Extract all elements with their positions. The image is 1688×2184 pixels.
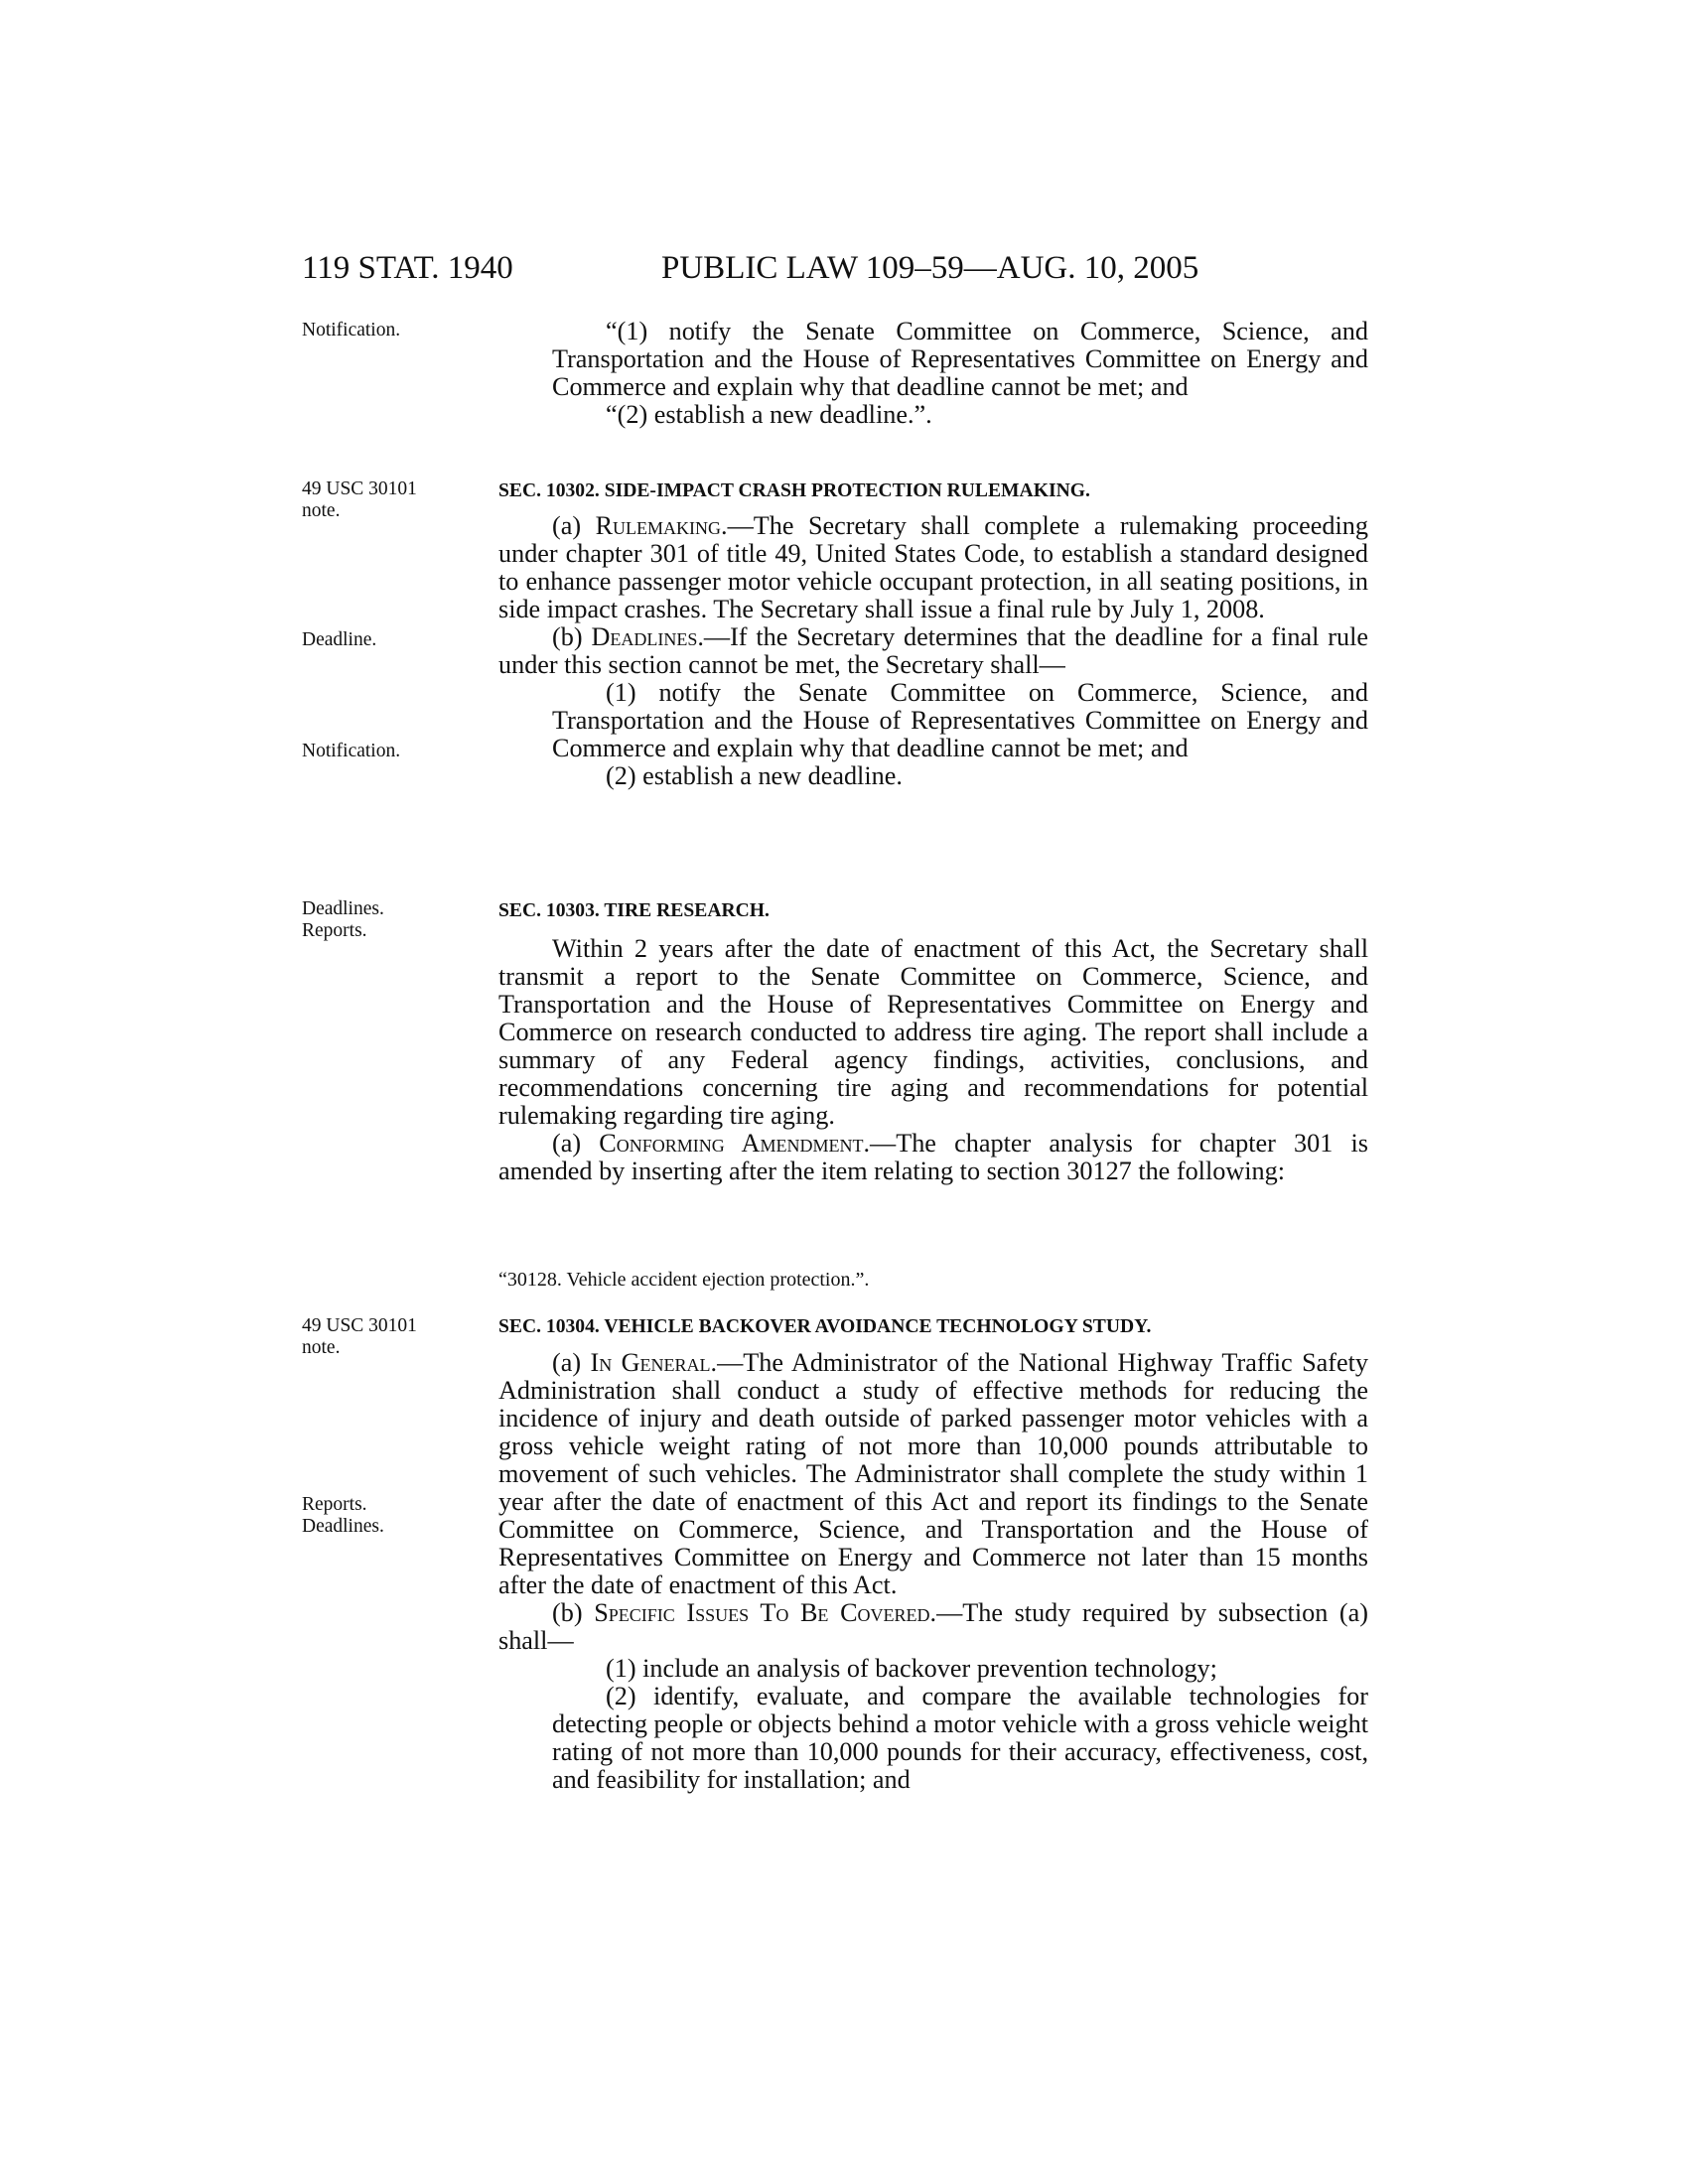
subsection-a-in-general: (a) In General.—The Administrator of the National Highway Traffic Safety Administration shall conduct a study of effective methods for reducing the incidence of injury and death outside of parked passenger motor vehicles with a gross vehicle weight rating of not more than 10,000 pounds attributable to movement of such vehicles. The Administrator shall complete the study within 1 year after the date of enactment of this Act and report its findings to the Senate Committee on Commerce, Science, and Transportation and the House of Representatives Committee on Energy and Commerce not later than 15 months after the date of enactment of this Act. — [498, 1348, 1368, 1599]
paragraph-deadline: “(2) establish a new deadline.”. — [606, 400, 932, 429]
paragraph-technology-comparison: (2) identify, evaluate, and compare the available technologies for detecting people or objects behind a motor vehicle with a gross vehicle weight rating of not more than 10,000 pounds for their accuracy, effectiveness, cost, and feasibility for installation; and — [552, 1682, 1368, 1794]
margin-note-deadline: Deadline. — [302, 629, 377, 650]
paragraph-backover-analysis: (1) include an analysis of backover prevention technology; — [606, 1654, 1217, 1683]
subsection-title: Rulemaking — [595, 511, 722, 540]
margin-note-notification: Notification. — [302, 741, 401, 761]
continuation-block — [498, 318, 1368, 429]
section-body-10304 — [498, 1349, 1368, 1794]
section-heading-10303: SEC. 10303. TIRE RESEARCH. — [498, 900, 770, 921]
margin-note-reports-deadlines: Reports. Deadlines. — [302, 1494, 384, 1537]
paragraph-notify: (1) notify the Senate Committee on Commerce, Science, and Transportation and the House of Representatives Committee on Energy and Commerce and explain why that deadline cannot be met; and — [552, 678, 1368, 762]
paragraph-deadline: (2) establish a new deadline. — [606, 761, 903, 790]
tire-research-paragraph: Within 2 years after the date of enactment of this Act, the Secretary shall transmit a report to the Senate Committee on Commerce, Science, and Transportation and the House of Representatives Committee on Energy and Commerce on research conducted to address tire aging. The report shall include a summary of any Federal agency findings, activities, conclusions, and recommendations concerning tire aging and recommendations for potential rulemaking regarding tire aging. — [498, 934, 1368, 1130]
margin-note-notification: Notification. — [302, 320, 401, 341]
section-body-10302 — [498, 512, 1368, 790]
section-body-10303 — [498, 935, 1368, 1185]
section-heading-10304: SEC. 10304. VEHICLE BACKOVER AVOIDANCE TECHNOLOGY STUDY. — [498, 1316, 1152, 1337]
subsection-title: Deadlines — [591, 622, 698, 651]
page-stat-number: 119 STAT. 1940 — [302, 250, 513, 286]
paragraph-notify: “(1) notify the Senate Committee on Commerce, Science, and Transportation and the House of Representatives Committee on Energy and Commerce and explain why that deadline cannot be met; and — [552, 317, 1368, 401]
subsection-a-rulemaking: (a) Rulemaking.—The Secretary shall complete a rulemaking proceeding under chapter 301 of title 49, United States Code, to establish a standard designed to enhance passenger motor vehicle occupant protection, in all seating positions, in side impact crashes. The Secretary shall issue a final rule by July 1, 2008. — [498, 511, 1368, 623]
amendment-text: “30128. Vehicle accident ejection protection.”. — [498, 1269, 870, 1291]
section-heading-10302: SEC. 10302. SIDE-IMPACT CRASH PROTECTION RULEMAKING. — [498, 480, 1090, 501]
subsection-title: In General — [590, 1348, 711, 1377]
margin-note-usc-citation: 49 USC 30101 note. — [302, 478, 417, 521]
subsection-a-conforming-amendment: (a) Conforming Amendment.—The chapter analysis for chapter 301 is amended by inserting after the item relating to section 30127 the following: — [498, 1129, 1368, 1185]
subsection-title: Conforming Amendment — [599, 1129, 864, 1158]
margin-note-deadlines-reports: Deadlines. Reports. — [302, 898, 384, 941]
margin-note-usc-citation: 49 USC 30101 note. — [302, 1315, 417, 1358]
subsection-b-specific-issues: (b) Specific Issues To Be Covered.—The study required by subsection (a) shall— — [498, 1598, 1368, 1655]
subsection-title: Specific Issues To Be Covered — [594, 1598, 930, 1627]
subsection-b-deadlines: (b) Deadlines.—If the Secretary determines that the deadline for a final rule under this section cannot be met, the Secretary shall— — [498, 622, 1368, 679]
running-head-title: PUBLIC LAW 109–59—AUG. 10, 2005 — [661, 250, 1199, 286]
